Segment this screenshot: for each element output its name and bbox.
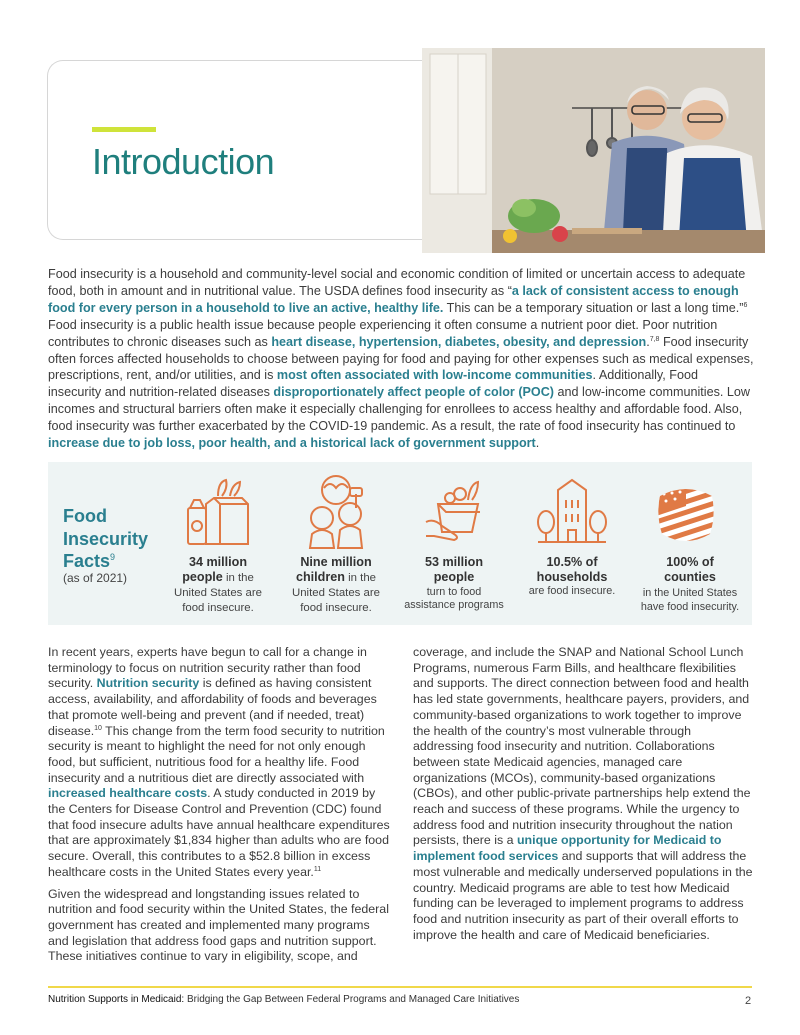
footnote-ref: 10 (94, 724, 102, 732)
fact-item: 10.5% of households are food insecure. (528, 555, 616, 597)
highlight-nutrition-security: Nutrition security (96, 676, 200, 691)
us-flag-icon (656, 486, 716, 544)
footnote-ref: 9 (110, 552, 116, 562)
body-paragraph: Given the widespread and longstanding issues related to nutrition and food security within the United States, the federal government has created and implemented many programs and legislation that address food gaps and nutrition support. These initiatives continue to vary in eligibility, scope, and (48, 886, 389, 964)
fact-item: 100% of counties in the United States have food insecurity. (640, 555, 740, 613)
highlight-medicaid-opportunity: unique opportunity for Medicaid to implement food services (413, 833, 722, 864)
highlight-low-income: most often associated with low-income communities (276, 368, 593, 383)
house-trees-icon (536, 478, 608, 544)
highlight-poc: disproportionately affect people of color (POC) (273, 385, 555, 400)
food-box-hand-icon (424, 478, 490, 544)
footer-rule (48, 986, 752, 988)
body-paragraph: In recent years, experts have begun to call for a change in terminology to focus on nutrition security rather than food security. Nutrition security is defined as having consistent access, availability, and affordability of foods and beverages that promote well-being and prevent (and if needed, treat) disease.$^{10}$ This change from the term food security to nutrition security is meant to highlight the need for not only enough food, but sufficient, nutritious food for a healthy life. Food insecurity and a nutritious diet are directly associated with increased healthcare costs. A study conducted in 2019 by the Centers for Disease Control and Prevention (CDC) found that food insecure adults have annual healthcare expenditures that are approximately $1,834 higher than adults who are food secure. Overall, this contributes to a $52.8 billion in excess healthcare costs in the United States every year.$^{11}$ (48, 645, 390, 879)
footnote-ref: 7,8 (649, 335, 660, 343)
fact-item: 34 million people in the United States are food insecure. (173, 555, 262, 614)
title-accent-bar (92, 127, 156, 132)
children-icon (300, 474, 372, 550)
fact-item: Nine million children in the United States are food insecure. (291, 555, 380, 614)
seniors-cooking-illustration (422, 48, 765, 253)
footer-title: Nutrition Supports in Medicaid: Bridging the Gap Between Federal Programs and Managed Care Initiatives (48, 994, 520, 1005)
right-column (413, 645, 755, 949)
page-number: 2 (745, 995, 752, 1007)
grocery-bag-icon (184, 478, 254, 548)
facts-subheading: (as of 2021) (63, 571, 128, 585)
highlight-increase: increase due to job loss, poor health, and a historical lack of government support (48, 436, 536, 451)
body-paragraph: coverage, and include the SNAP and National School Lunch Programs, numerous Farm Bills, and healthcare flexibilities and supports. The direct connection between food and health has led state governments, healthcare payers, providers, and community-based organizations to work together to improve the health of the country’s most vulnerable through addressing food insecurity and nutrition. Collaborations between state Medicaid agencies, managed care organizations (MCOs), community-based organizations (CBOs), and other public-private partnerships help extend the reach and success of these programs. While the urgency to address food and nutrition insecurity throughout the nation persists, there is a unique opportunity for Medicaid to implement food services and supports that will address the most vulnerable and medically underserved populations in the country. Medicaid programs are able to test how Medicaid funding can be leveraged to implement programs to address food and nutrition insecurity as part of their overall efforts to improve the health and care of Medicaid beneficiaries. (413, 645, 753, 942)
footnote-ref: 11 (313, 865, 322, 873)
hero-photo (422, 48, 765, 253)
left-column (48, 645, 393, 971)
highlight-chronic-diseases: heart disease, hypertension, diabetes, obesity, and depression (271, 334, 647, 349)
page-title: Introduction (92, 141, 275, 182)
footnote-ref: 6 (743, 301, 748, 309)
facts-heading: Food Insecurity Facts$^9$ (63, 506, 149, 571)
highlight-healthcare-costs: increased healthcare costs (48, 786, 208, 801)
fact-item: 53 million people turn to food assistance programs (404, 555, 504, 611)
intro-paragraph: Food insecurity is a household and community-level social and economic condition of limited or uncertain access to adequate food, both in amount and in nutritional value. The USDA defines food insecurity as “a lack of consistent access to enough food for every person in a household to live an active, healthy life. This can be a temporary situation or last a long time.”$^6$ Food insecurity is a public health issue because people experiencing it often consume a nutrient poor diet. Poor nutrition contributes to chronic diseases such as heart disease, hypertension, diabetes, obesity, and depression.$^{7,8}$ Food insecurity often forces affected households to choose between paying for food and paying for other expenses such as medical expenses, prescriptions, rent, and/or utilities, and is most often associated with low-income communities. Additionally, Food insecurity and nutrition-related diseases disproportionately affect people of color (POC) and low-income communities. Low incomes and structural barriers often make it especially challenging for enrollees to access healthy and affordable food. Also, food insecurity was further exacerbated by the COVID-19 pandemic. As a result, the rate of food insecurity has continued to increase due to job loss, poor health, and a historical lack of government support. (48, 267, 754, 451)
highlight-usda-definition: a lack of consistent access to enough food for every person in a household to live an active, healthy life. (48, 283, 739, 315)
